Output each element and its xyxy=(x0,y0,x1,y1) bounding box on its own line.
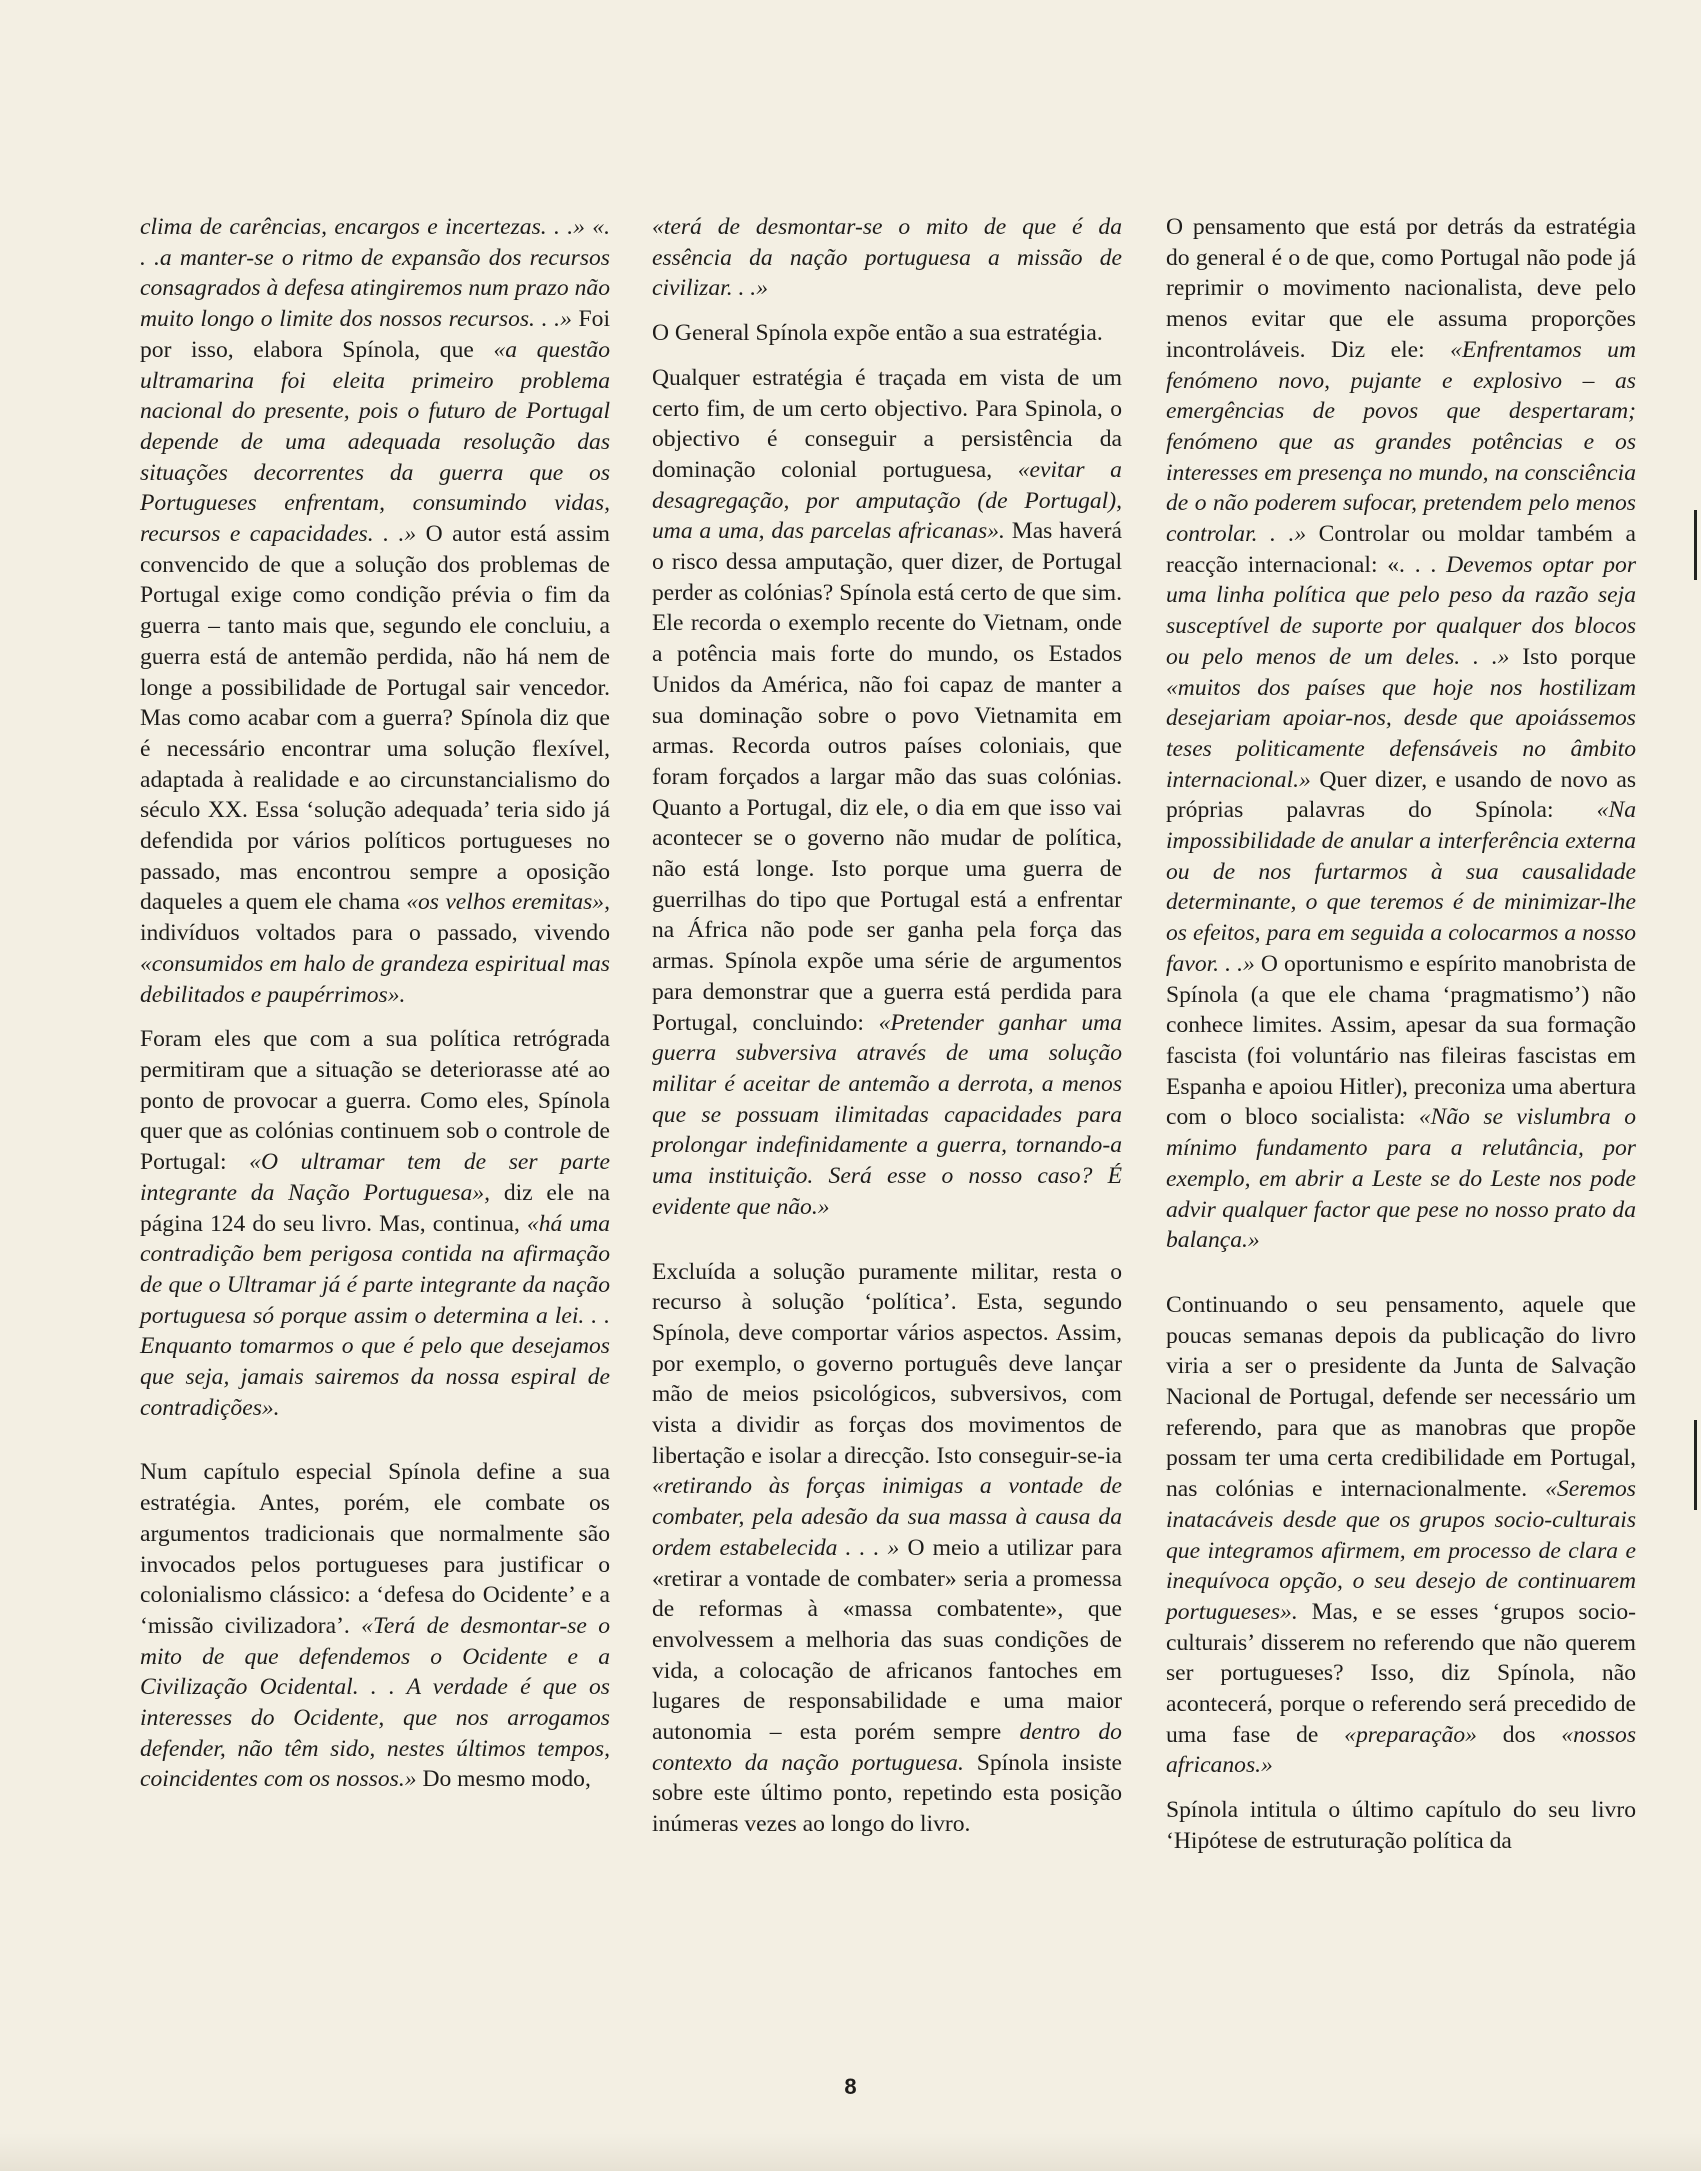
quoted-text: «preparação» xyxy=(1344,1721,1477,1748)
quoted-text: Devemos optar por uma linha política que pelo peso da razão seja susceptível de suporte por qualquer dos blocos ou pelo menos de um deles. . .» xyxy=(1166,551,1636,670)
column-1 xyxy=(140,212,610,1809)
paragraph xyxy=(1166,1290,1636,1781)
page-bottom-edge xyxy=(0,2133,1701,2171)
body-text: Controlar ou moldar também a reacção internacional: «. . . xyxy=(1166,521,1637,578)
quoted-text: dentro do contexto da nação portuguesa. xyxy=(652,1719,1122,1776)
body-text: Do mesmo modo, xyxy=(416,1766,591,1793)
quoted-text: «nossos africanos.» xyxy=(1166,1721,1636,1779)
paragraph xyxy=(1166,212,1636,1256)
quoted-text: «Enfrentamos um fenómeno novo, pujante e explosivo – as emergências de povos que despertaram; fenómeno que as grandes potências e os interesses em presença no mundo, na consciência de o não poderem sufocar, pretendem pelo menos controlar. . .» xyxy=(1166,336,1636,548)
quoted-text: «terá de desmontar-se o mito de que é da essência da nação portuguesa a missão de civilizar. . .» xyxy=(652,214,1122,302)
quoted-text: «a questão ultramarina foi eleita primeiro problema nacional do presente, pois o futuro de Portugal depende de uma adequada resolução das situações decorrentes da guerra que os Portugueses enfrentam, consumindo vidas, recursos e capacidades. . .» xyxy=(140,336,611,548)
body-text: indivíduos voltados para o passado, vivendo xyxy=(140,920,610,947)
quoted-text: «O ultramar tem de ser parte integrante da Nação Portuguesa», xyxy=(140,1149,610,1206)
quoted-text: «Não se vislumbra o mínimo fundamento para a relutância, por exemplo, em abrir a Leste se do Leste nos pode advir qualquer factor que pese no nosso prato da balança.» xyxy=(1166,1104,1637,1254)
body-text: Continuando o seu pensamento, aquele que poucas semanas depois da publicação do livro viria a ser o presidente da Junta de Salvação Nacional de Portugal, defende ser necessário um referendo, para que as manobras que propõe possam ter uma certa credibilidade em Portugal, nas colónias e internacionalmente. xyxy=(1166,1291,1636,1503)
paragraph xyxy=(652,318,1122,349)
paragraph xyxy=(140,212,610,1010)
quoted-text: «Na impossibilidade de anular a interferência externa ou de nos furtarmos à sua causalidade determinante, o que teremos é de minimizar-lhe os efeitos, para em seguida a colocarmos a nosso favor. . .» xyxy=(1166,797,1636,977)
paragraph xyxy=(1166,1795,1636,1856)
quoted-text: «Terá de desmontar-se o mito de que defendemos o Ocidente e a Civilização Ocidental. . . A verdade é que os interesses do Ocidente, que nos arrogamos defender, não têm sido, nestes últimos tempos, coincidentes com os nossos.» xyxy=(140,1612,610,1793)
right-edge-mark xyxy=(1694,510,1697,580)
paragraph xyxy=(652,363,1122,1223)
paragraph xyxy=(140,1024,610,1423)
body-text: Isto porque xyxy=(1509,643,1636,670)
body-text: Mas, e se esses ‘grupos socio-culturais’ disserem no referendo que não querem ser portugueses? Isso, diz Spínola, não acontecerá, porque o referendo será precedido de uma fase de xyxy=(1166,1598,1636,1748)
quoted-text: «os velhos eremitas», xyxy=(406,889,611,916)
body-text: Mas haverá o risco dessa amputação, quer dizer, de Portugal perder as colónias? Spínola está certo de que sim. Ele recorda o exemplo recente do Vietnam, onde a potência mais forte do mundo, os Estados Unidos da América, não foi capaz de manter a sua dominação sobre o povo Vietnamita em armas. Recorda outros países coloniais, que foram forçados a largar mão das suas colónias. Quanto a Portugal, diz ele, o dia em que isso vai acontecer se o governo não mudar de política, não está longe. Isto porque uma guerra de guerrilhas do tipo que Portugal está a enfrentar na África não pode ser ganha pela força das armas. Spínola expõe uma série de argumentos para demonstrar que a guerra está perdida para Portugal, concluindo: xyxy=(652,518,1123,1036)
quoted-text: «retirando às forças inimigas a vontade de combater, pela adesão da sua massa à causa da ordem estabelecida . . . » xyxy=(652,1473,1122,1561)
body-text: Quer dizer, e usando de novo as próprias palavras do Spínola: xyxy=(1166,766,1636,824)
quoted-text: «evitar a desagregação, por amputação (de Portugal), uma a uma, das parcelas africanas». xyxy=(652,456,1122,545)
quoted-text: clima de carências, encargos e incertezas. . .» «. . .a manter-se o ritmo de expansão dos recursos consagrados à defesa atingiremos num prazo não muito longo o limite dos nossos recursos. . .» xyxy=(140,214,610,333)
quoted-text: «há uma contradição bem perigosa contida na afirmação de que o Ultramar já é parte integrante da nação portuguesa só porque assim o determina a lei. . . Enquanto tomarmos o que é pelo que desejamos que seja, jamais sairemos da nossa espiral de contradições». xyxy=(140,1210,611,1421)
paragraph xyxy=(140,1457,610,1795)
body-text: O General Spínola expõe então a sua estratégia. xyxy=(652,320,1103,347)
body-text: diz ele na página 124 do seu livro. Mas, continua, xyxy=(140,1179,610,1237)
column-2 xyxy=(652,212,1122,1854)
body-text: O meio a utilizar para «retirar a vontade de combater» seria a promessa de reformas à «massa combatente», que envolvessem a melhoria das suas condições de vida, a colocação de africanos fantoches em lugares de responsabilidade e uma maior autonomia – esta porém sempre xyxy=(652,1534,1122,1746)
body-text: Spínola insiste sobre este último ponto, repetindo esta posição inúmeras vezes ao longo do livro. xyxy=(652,1749,1122,1838)
body-text: Excluída a solução puramente militar, resta o recurso à solução ‘política’. Esta, segundo Spínola, deve comportar vários aspectos. Assim, por exemplo, o governo português deve lançar mão de meios psicológicos, subversivos, com vista a dividir as forças dos movimentos de libertação e isolar a direcção. Isto conseguir-se-ia xyxy=(652,1258,1122,1469)
right-edge-mark-lower xyxy=(1694,1420,1697,1510)
paragraph xyxy=(652,1257,1122,1840)
body-text: O oportunismo e espírito manobrista de Spínola (a que ele chama ‘pragmatismo’) não conhece limites. Assim, apesar da sua formação fascista (foi voluntário nas fileiras fascistas em Espanha e apoiou Hitler), preconiza uma abertura com o bloco socialista: xyxy=(1166,950,1636,1131)
body-text: dos xyxy=(1476,1721,1562,1748)
quoted-text: «Pretender ganhar uma guerra subversiva através de uma solução militar é aceitar de antemão a derrota, a menos que se possuam ilimitadas capacidades para prolongar indefinidamente a guerra, tornando-a uma instituição. Será esse o nosso caso? É evidente que não.» xyxy=(652,1009,1122,1220)
body-text: Foi por isso, elabora Spínola, que xyxy=(140,306,611,363)
body-text: O autor está assim convencido de que a solução dos problemas de Portugal exige como condição prévia o fim da guerra – tanto mais que, segundo ele concluiu, a guerra está de antemão perdida, não há nem de longe a possibilidade de Portugal sair vencedor. Mas como acabar com a guerra? Spínola diz que é necessário encontrar uma solução flexível, adaptada à realidade e ao circunstancialismo do século XX. Essa ‘solução adequada’ teria sido já defendida por vários políticos portugueses no passado, mas encontrou sempre a oposição daqueles a quem ele chama xyxy=(140,521,610,916)
quoted-text: «consumidos em halo de grandeza espiritual mas debilitados e paupérrimos». xyxy=(140,950,610,1008)
quoted-text: «muitos dos países que hoje nos hostilizam desejariam apoiar-nos, desde que apoiássemos teses politicamente defensáveis no âmbito internacional.» xyxy=(1166,674,1636,793)
page-number: 8 xyxy=(844,2074,857,2099)
paragraph xyxy=(652,212,1122,304)
quoted-text: «Seremos inatacáveis desde que os grupos socio-culturais que integramos afirmem, em processo de clara e inequívoca opção, o seu desejo de continuarem portugueses». xyxy=(1166,1476,1636,1625)
body-text: Num capítulo especial Spínola define a sua estratégia. Antes, porém, ele combate os argumentos tradicionais que normalmente são invocados pelos portugueses para justificar o colonialismo clássico: a ‘defesa do Ocidente’ e a ‘missão civilizadora’. xyxy=(140,1459,610,1639)
body-text: O pensamento que está por detrás da estratégia do general é o de que, como Portugal não pode já reprimir o movimento nacionalista, deve pelo menos evitar que ele assuma proporções incontroláveis. Diz ele: xyxy=(1166,214,1636,363)
body-text: Spínola intitula o último capítulo do seu livro ‘Hipótese de estruturação política da xyxy=(1166,1797,1636,1854)
body-text: Foram eles que com a sua política retrógrada permitiram que a situação se deteriorasse até ao ponto de provocar a guerra. Como eles, Spínola quer que as colónias continuem sob o controle de Portugal: xyxy=(140,1026,610,1176)
column-3 xyxy=(1166,212,1636,1871)
body-text: Qualquer estratégia é traçada em vista de um certo fim, de um certo objectivo. Para Spinola, o objectivo é conseguir a persistência da dominação colonial portuguesa, xyxy=(652,364,1122,483)
